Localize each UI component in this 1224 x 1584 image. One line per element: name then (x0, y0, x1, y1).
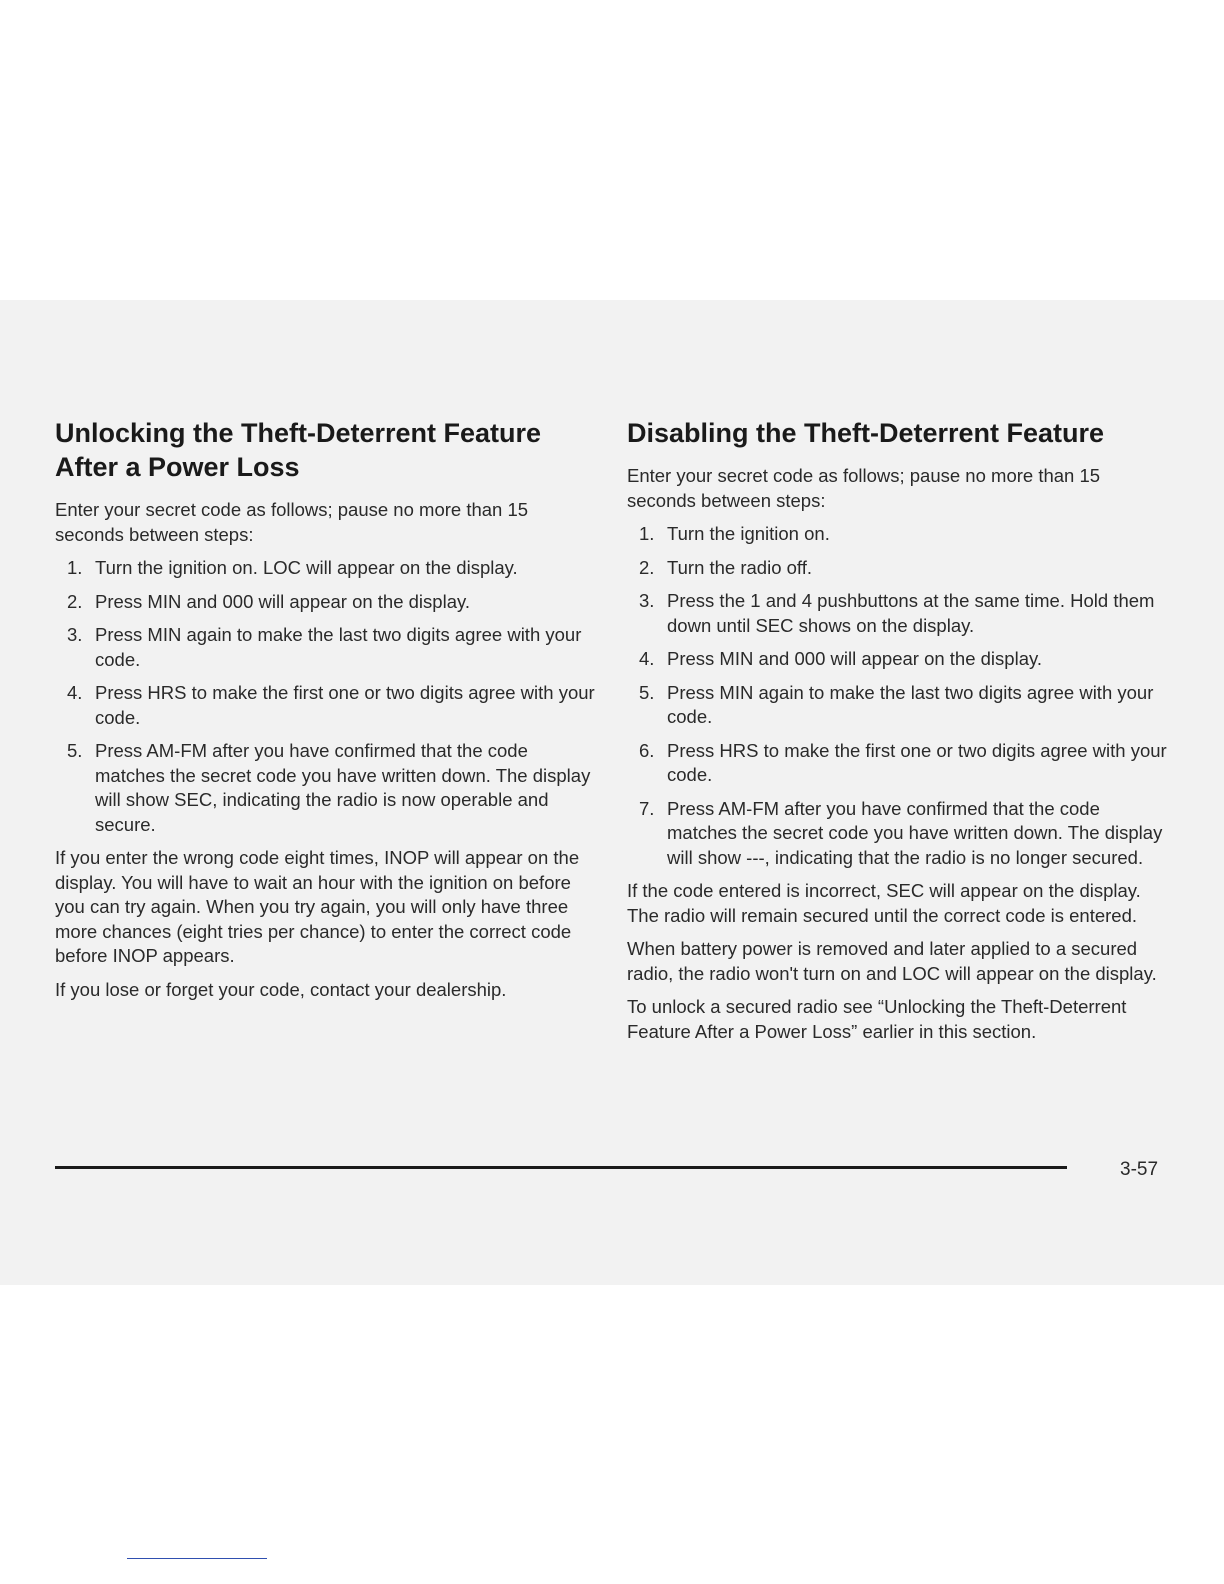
step-number: 2. (67, 590, 83, 612)
list-item (627, 556, 1172, 581)
step-number: 6. (639, 739, 655, 761)
list-item (627, 797, 1172, 871)
list-item (55, 681, 595, 730)
list-item (55, 590, 595, 615)
lost-code-paragraph: If you lose or forget your code, contact your dealership. (55, 978, 507, 1000)
list-item (55, 739, 595, 837)
step-text: Press AM-FM after you have confirmed that the code matches the secret code you have written down. The display will show ---, indicating that the radio is no longer secured. (667, 797, 1163, 868)
step-number: 1. (67, 557, 83, 578)
battery-power-paragraph: When battery power is removed and later applied to a secured radio, the radio won't turn on and LOC will appear on the display. (627, 938, 1157, 984)
step-text: Press the 1 and 4 pushbuttons at the same time. Hold them down until SEC shows on the display. (667, 590, 1155, 636)
list-item (55, 556, 595, 581)
step-text: Press AM-FM after you have confirmed that the code matches the secret code you have written down. The display will show SEC, indicating the radio is now operable and secure. (95, 740, 591, 835)
step-number: 7. (639, 797, 655, 819)
unlock-reference-paragraph: To unlock a secured radio see “Unlocking the Theft-Deterrent Feature After a Power Loss” earlier in this section. (627, 996, 1127, 1042)
step-number: 3. (67, 624, 83, 645)
step-number: 5. (639, 681, 655, 703)
list-item (627, 739, 1172, 788)
step-text: Turn the ignition on. LOC will appear on the display. (95, 557, 518, 578)
step-number: 4. (639, 648, 655, 669)
footer-rule (55, 1166, 1067, 1169)
wrong-code-paragraph: If you enter the wrong code eight times, INOP will appear on the display. You will have to wait an hour with the ignition on before you can try again. When you try again, you will only have three more chances (eight tries per chance) to enter the correct code before INOP appears. (55, 847, 580, 966)
step-number: 2. (639, 556, 655, 578)
bottom-link-underline (127, 1558, 267, 1559)
step-number: 1. (639, 523, 655, 544)
list-item (627, 647, 1172, 672)
list-item (55, 623, 595, 672)
incorrect-code-paragraph: If the code entered is incorrect, SEC will appear on the display. The radio will remain secured until the correct code is entered. (627, 880, 1141, 926)
section-heading-disabling: Disabling the Theft-Deterrent Feature (627, 418, 1105, 448)
step-number: 5. (67, 740, 83, 761)
list-item (627, 681, 1172, 730)
step-text: Press MIN and 000 will appear on the display. (95, 590, 470, 612)
list-item (627, 589, 1172, 638)
disable-steps-list (627, 522, 1172, 870)
list-item (627, 522, 1172, 547)
unlock-steps-list (55, 556, 595, 837)
step-text: Press MIN again to make the last two digits agree with your code. (95, 624, 582, 670)
step-number: 4. (67, 682, 83, 703)
step-number: 3. (639, 590, 655, 611)
step-text: Turn the radio off. (667, 556, 813, 578)
step-text: Press MIN and 000 will appear on the display. (667, 648, 1042, 669)
step-text: Turn the ignition on. (667, 523, 830, 544)
intro-paragraph: Enter your secret code as follows; pause no more than 15 seconds between steps: (55, 499, 529, 545)
step-text: Press MIN again to make the last two digits agree with your code. (667, 681, 1154, 727)
right-column (627, 416, 1172, 1053)
section-heading-unlocking: Unlocking the Theft-Deterrent Feature After a Power Loss (55, 418, 542, 482)
step-text: Press HRS to make the first one or two digits agree with your code. (95, 682, 595, 728)
page-number: 3-57 (1120, 1159, 1159, 1180)
intro-paragraph: Enter your secret code as follows; pause no more than 15 seconds between steps: (627, 465, 1101, 511)
left-column (55, 416, 595, 1011)
step-text: Press HRS to make the first one or two digits agree with your code. (667, 739, 1167, 785)
